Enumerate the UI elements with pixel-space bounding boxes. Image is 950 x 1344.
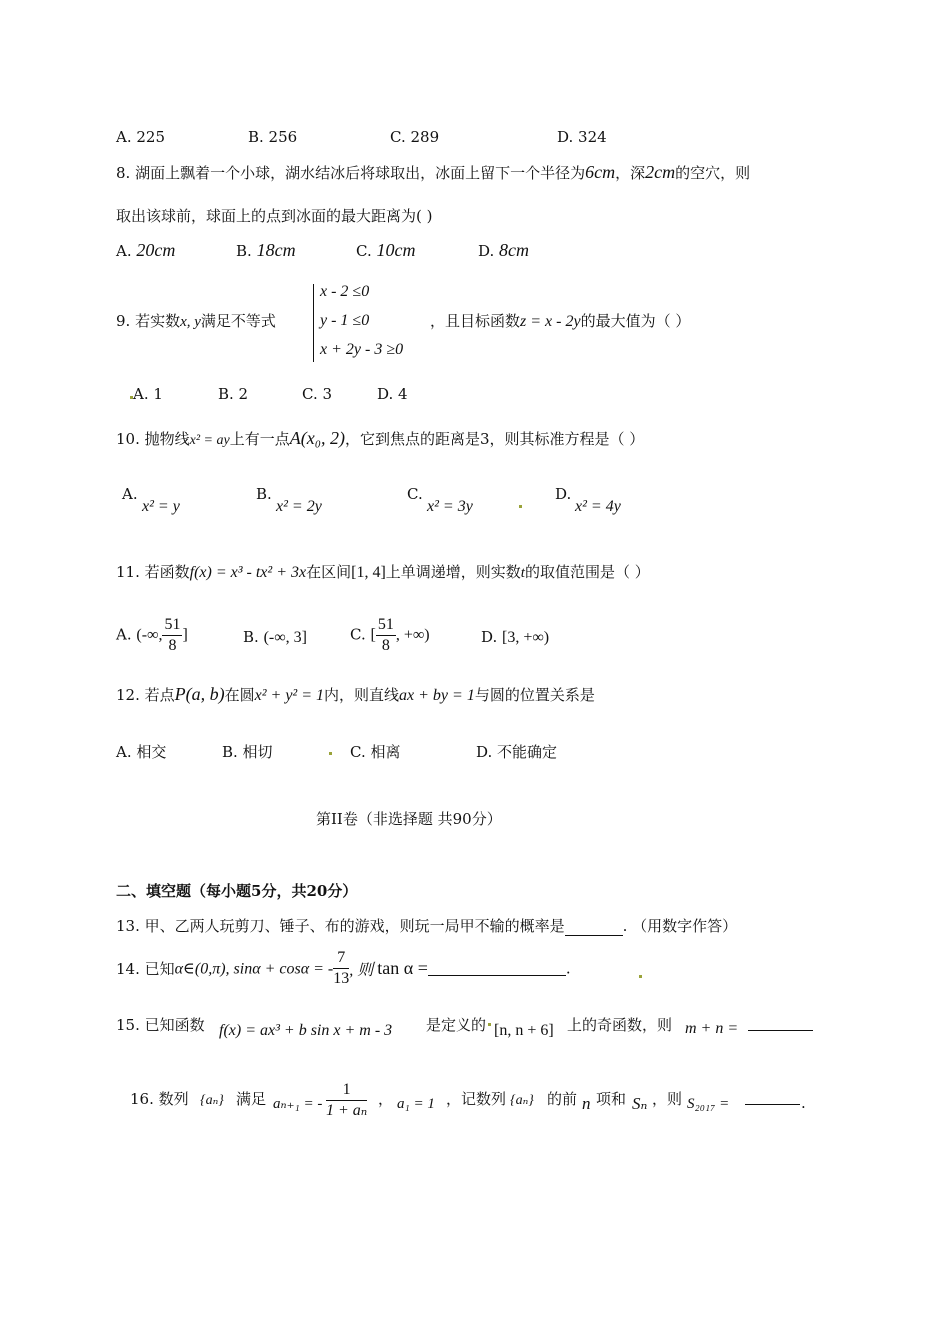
q12-stem: 12. 若点P(a, b)在圆x² + y² = 1内，则直线ax + by = 1与圆的位置关系是 [116, 684, 595, 704]
q9-option-a: A. 1 [133, 385, 163, 403]
q10-stem: 10. 抛物线x² = ay上有一点A(x₀, 2)，它到焦点的距离是3，则其标准方程是（ ） [116, 428, 645, 448]
q16-sum: Sₙ [632, 1094, 648, 1113]
q8-depth: 2cm [645, 162, 676, 182]
q16-prefix: 16. 数列 [130, 1090, 189, 1108]
q16-n: n [582, 1094, 591, 1113]
q7-option-d: D. 324 [557, 128, 607, 146]
q9-constraint-2: y - 1 ≤0 [320, 312, 370, 329]
q10-option-d-label: D. [555, 485, 572, 503]
q7-option-b: B. 256 [248, 128, 298, 146]
section2-title: 二、填空题（每小题5分，共20分） [116, 882, 358, 900]
q16-sequence: {aₙ} [200, 1093, 224, 1108]
q8-line2: 取出该球前，球面上的点到冰面的最大距离为( ) [116, 207, 433, 225]
q10-option-b: x² = 2y [276, 498, 322, 515]
q9-system-brace [313, 284, 314, 362]
q16-sep: ， [378, 1090, 394, 1108]
q8-option-d: D. 8cm [478, 240, 530, 260]
q15-blank[interactable] [748, 1030, 813, 1031]
q12-option-b: B. 相切 [222, 743, 273, 761]
q9-constraint-3: x + 2y - 3 ≥0 [320, 341, 404, 358]
q10-option-a: x² = y [142, 498, 180, 515]
q10-option-b-label: B. [256, 485, 272, 503]
q10-option-d: x² = 4y [575, 498, 621, 515]
q10-option-c: x² = 3y [427, 498, 473, 515]
q16-mid3: 的前 [547, 1090, 578, 1108]
stray-dot [488, 1023, 491, 1026]
q9-option-b: B. 2 [218, 385, 249, 403]
q11-option-b: B. (-∞, 3] [243, 628, 307, 646]
q13-stem: 13. 甲、乙两人玩剪刀、锤子、布的游戏，则玩一局甲不输的概率是 . （用数字作答） [116, 917, 738, 935]
q12-option-d: D. 不能确定 [476, 743, 558, 761]
q12-option-c: C. 相离 [350, 743, 401, 761]
q16-sequence-2: {aₙ} [510, 1093, 534, 1108]
q16-mid5: ，则 [652, 1090, 683, 1108]
q16-fraction: $\frac{1}{\text{1 + aₙ}}$ [326, 1081, 368, 1119]
q8-option-c: C. 10cm [356, 240, 416, 260]
q8-option-a: A. 20cm [116, 240, 176, 260]
q14-blank[interactable] [428, 961, 566, 976]
q11-option-c: C. [ $\frac{51}{8}$ , +∞) [350, 616, 430, 654]
q11-fraction-a: $\frac{51}{8}$ [164, 616, 181, 654]
q10-option-c-label: C. [407, 485, 423, 503]
q16-period: . [801, 1094, 806, 1112]
q13-blank[interactable] [565, 917, 623, 936]
q9-objective: ，且目标函数z = x - 2y的最大值为（ ） [430, 312, 691, 330]
q8-line1: 8. 湖面上飘着一个小球，湖水结冰后将球取出，冰面上留下一个半径为6cm，深2cm的空穴，则 [116, 162, 751, 182]
q10-option-a-label: A. [122, 485, 138, 503]
stray-dot [329, 752, 332, 755]
q9-option-d: D. 4 [377, 385, 408, 403]
q9-option-c: C. 3 [302, 385, 333, 403]
q16-mid: 满足 [236, 1090, 267, 1108]
q16-mid4: 项和 [596, 1090, 627, 1108]
stray-dot [519, 505, 522, 508]
q15-mid: 是定义的 [426, 1016, 487, 1034]
q15-prefix: 15. 已知函数 [116, 1016, 205, 1034]
q12-option-a: A. 相交 [116, 743, 167, 761]
q16-mid2: ，记数列 [446, 1090, 507, 1108]
q15-interval: [n, n + 6] [494, 1022, 554, 1039]
q11-stem: 11. 若函数f(x) = x³ - tx² + 3x在区间[1, 4]上单调递增，则实数t的取值范围是（ ） [116, 563, 650, 581]
part2-title: 第II卷（非选择题 共90分） [316, 810, 502, 828]
q15-function: f(x) = ax³ + b sin x + m - 3 [219, 1022, 393, 1039]
q16-recurrence: aₙ₊₁ = - [273, 1096, 323, 1112]
q15-answer-label: m + n = [685, 1020, 739, 1037]
q11-option-a: A. (-∞, $\frac{51}{8}$ ] [116, 616, 188, 654]
stray-dot [639, 975, 642, 978]
q9-constraint-1: x - 2 ≤0 [320, 283, 370, 300]
q15-mid2: 上的奇函数，则 [567, 1016, 673, 1034]
q8-option-b: B. 18cm [236, 240, 296, 260]
q7-option-a: A. 225 [116, 128, 165, 146]
q11-fraction-c: $\frac{51}{8}$ [377, 616, 394, 654]
q14-fraction: $\frac{7}{13}$ [333, 949, 350, 987]
q16-answer-label: S₂₀₁₇ = [687, 1096, 730, 1112]
q8-radius: 6cm [585, 162, 616, 182]
q16-initial: a₁ = 1 [397, 1096, 435, 1112]
q16-blank[interactable] [745, 1104, 800, 1105]
q14-stem: 14. 已知α∈(0,π), sinα + cosα = - $\frac{7}{13}$ , 则 tan α = . [116, 949, 571, 987]
q9-prefix: 9. 若实数x, y满足不等式 [116, 312, 276, 330]
q11-option-d: D. [3, +∞) [481, 628, 550, 646]
q7-option-c: C. 289 [390, 128, 440, 146]
